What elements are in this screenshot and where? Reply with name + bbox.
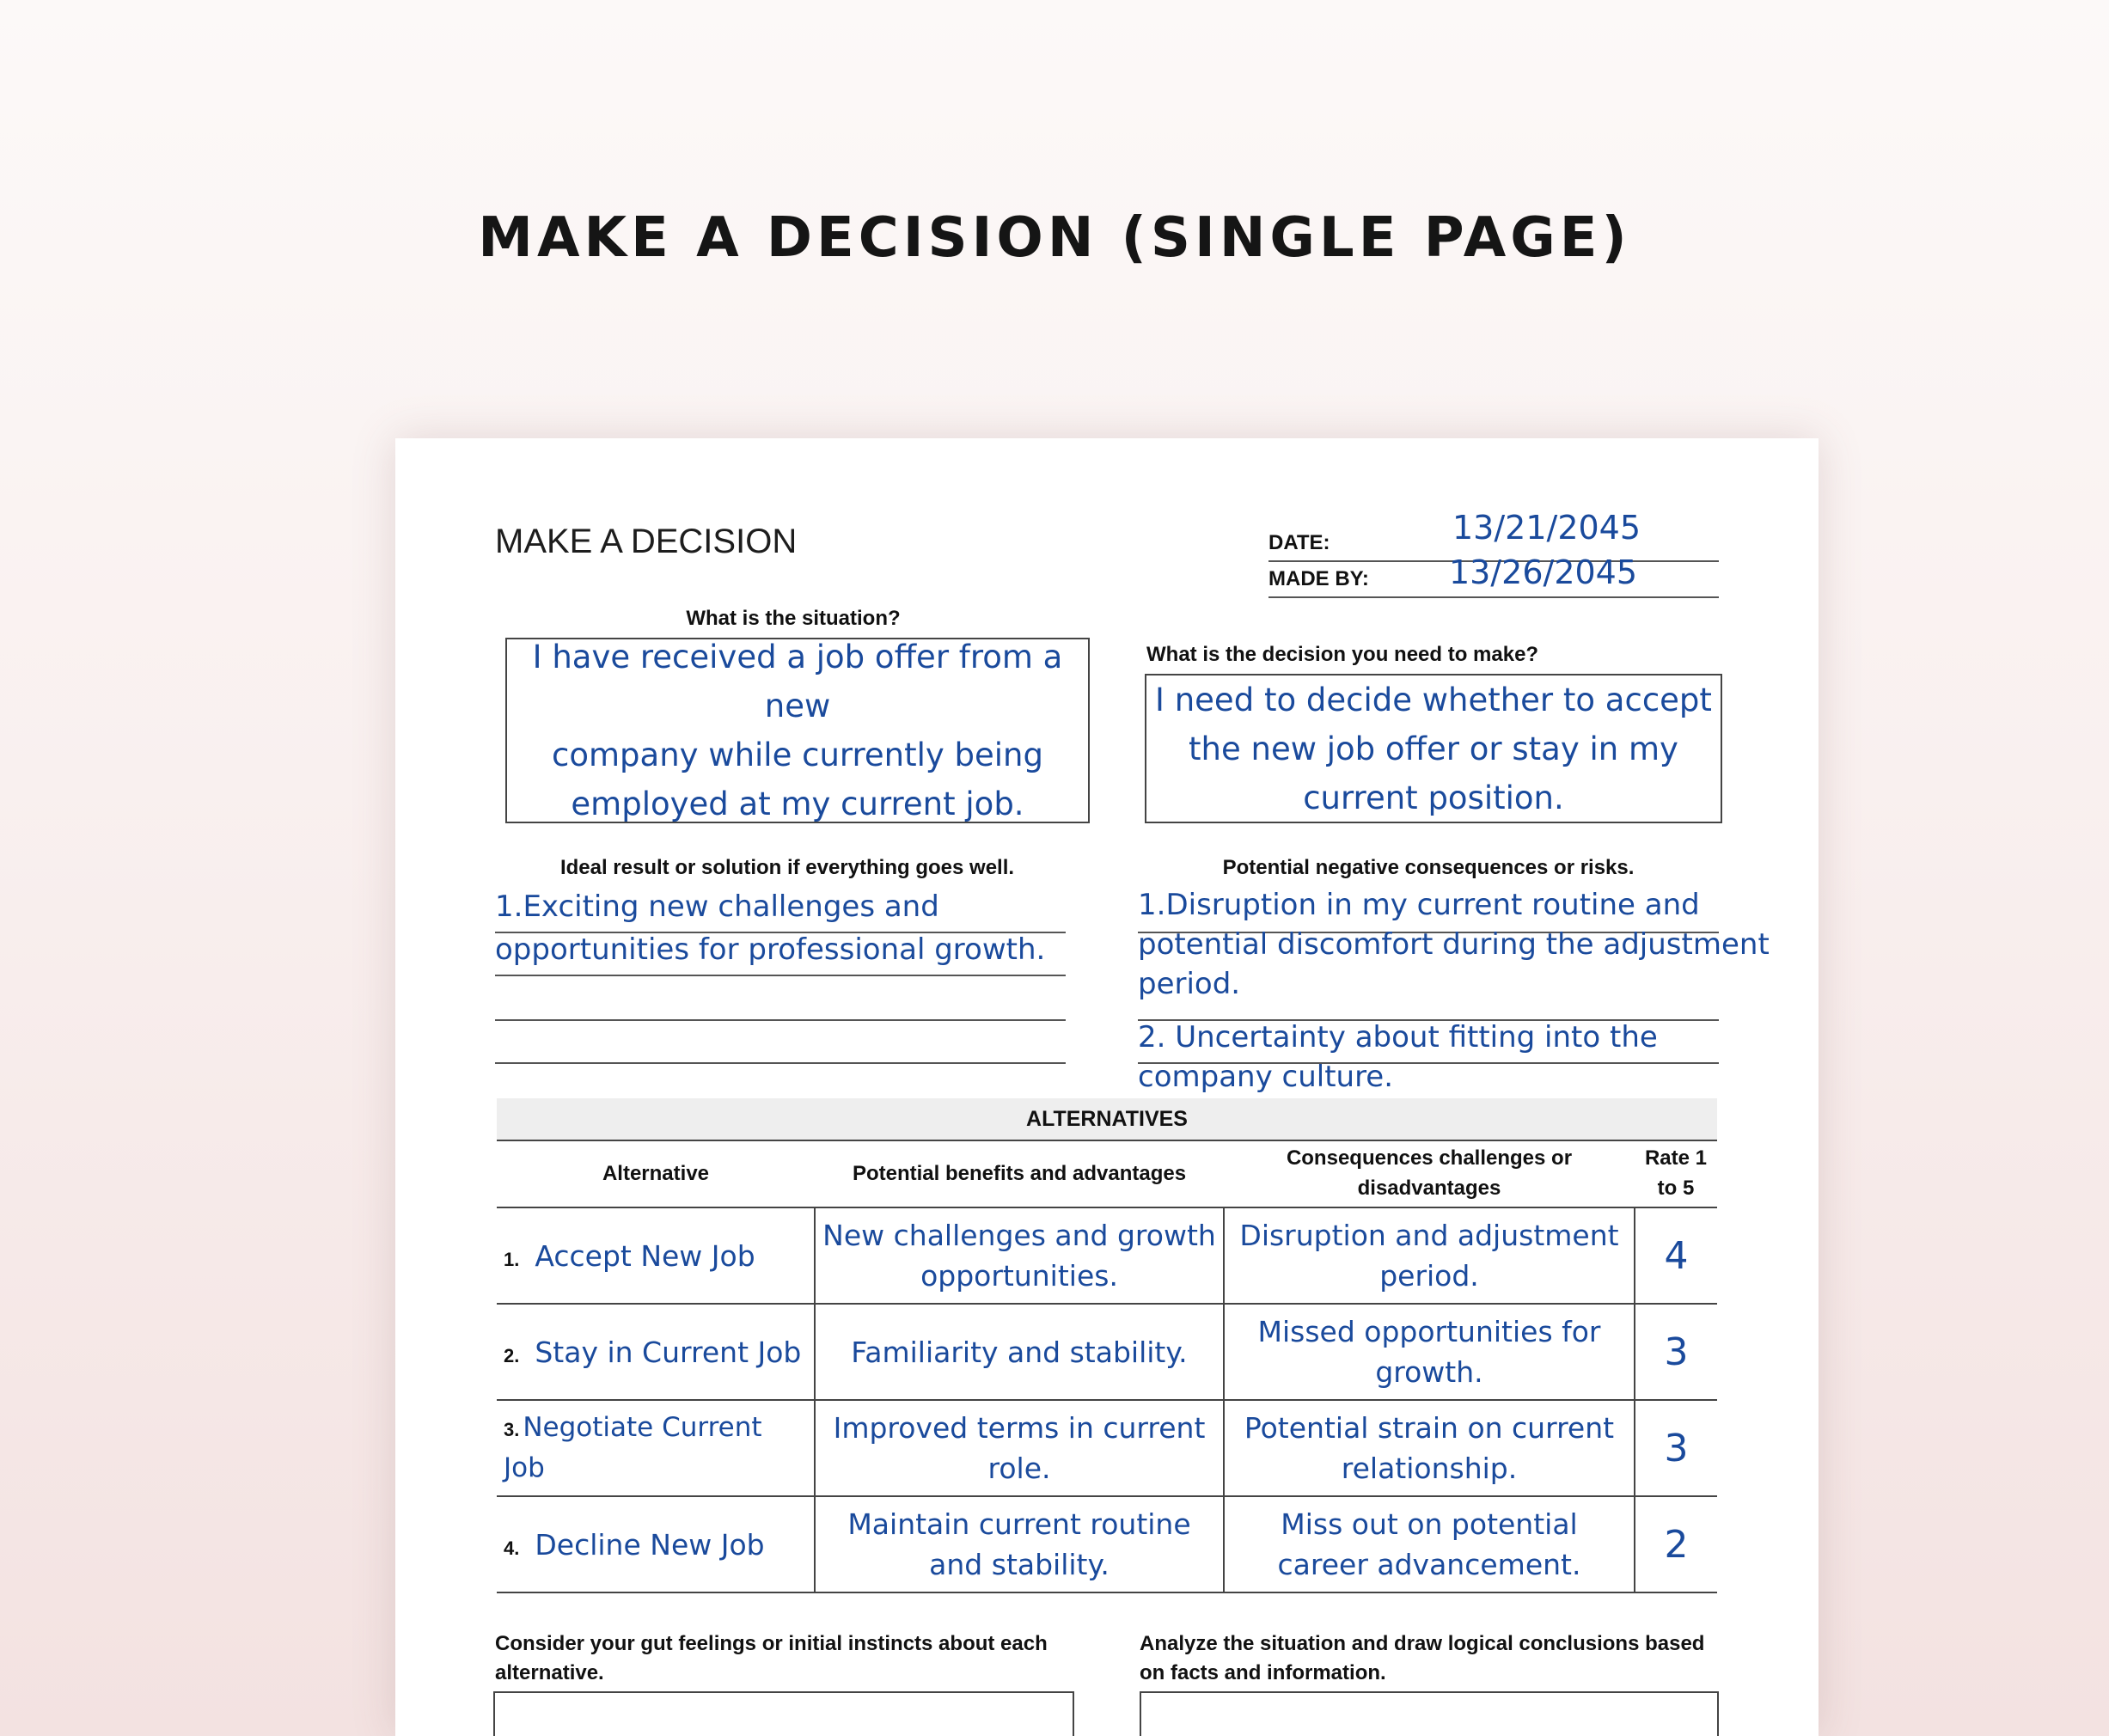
- alternatives-header: ALTERNATIVES: [497, 1098, 1717, 1141]
- risks-line-4: 2. Uncertainty about fitting into the: [1138, 1020, 1658, 1054]
- col-consequences: Consequences challenges or disadvantages: [1224, 1140, 1635, 1207]
- table-row: [497, 1496, 1717, 1592]
- situation-box[interactable]: [505, 638, 1090, 823]
- ideal-label: Ideal result or solution if everything goes well.: [559, 856, 1015, 879]
- made-by-line: [1268, 596, 1719, 598]
- benefits-cell[interactable]: Improved terms in current role.: [815, 1400, 1224, 1496]
- rate-cell[interactable]: 2: [1635, 1496, 1717, 1592]
- logic-label: Analyze the situation and draw logical conclusions based on facts and information.: [1140, 1632, 1705, 1684]
- alternative-cell[interactable]: 2. Stay in Current Job: [497, 1304, 815, 1400]
- risks-line-2: potential discomfort during the adjustment: [1138, 927, 1770, 962]
- page-title: MAKE A DECISION (SINGLE PAGE): [478, 206, 1631, 270]
- risks-label: Potential negative consequences or risks.: [1222, 856, 1635, 879]
- situation-label: What is the situation?: [686, 607, 901, 630]
- col-rate: Rate 1 to 5: [1635, 1140, 1717, 1207]
- benefits-cell[interactable]: Maintain current routine and stability.: [815, 1496, 1224, 1592]
- risks-line-5: company culture.: [1138, 1060, 1394, 1094]
- risks-line-3: period.: [1138, 967, 1241, 1001]
- table-row: [497, 1400, 1717, 1496]
- rate-cell[interactable]: 3: [1635, 1400, 1717, 1496]
- alternative-cell[interactable]: 1. Accept New Job: [497, 1207, 815, 1304]
- consequences-cell[interactable]: Missed opportunities for growth.: [1224, 1304, 1635, 1400]
- table-header-row: [497, 1140, 1717, 1207]
- col-alternative: Alternative: [497, 1140, 815, 1207]
- table-row: [497, 1304, 1717, 1400]
- consequences-cell[interactable]: Disruption and adjustment period.: [1224, 1207, 1635, 1304]
- date-value[interactable]: 13/21/2045: [1452, 509, 1641, 547]
- made-by-value[interactable]: 13/26/2045: [1449, 553, 1638, 591]
- date-label: DATE:: [1268, 531, 1330, 554]
- decision-label: What is the decision you need to make?: [1146, 643, 1539, 666]
- gut-feelings-box[interactable]: [493, 1691, 1074, 1736]
- rate-cell[interactable]: 4: [1635, 1207, 1717, 1304]
- col-benefits: Potential benefits and advantages: [815, 1140, 1224, 1207]
- made-by-label: MADE BY:: [1268, 567, 1369, 590]
- ideal-line-1: 1.Exciting new challenges and: [495, 889, 939, 924]
- alternatives-table: [497, 1140, 1717, 1593]
- gut-feelings-label: Consider your gut feelings or initial instincts about each alternative.: [495, 1632, 1048, 1684]
- benefits-cell[interactable]: Familiarity and stability.: [815, 1304, 1224, 1400]
- ideal-line-2: opportunities for professional growth.: [495, 932, 1046, 967]
- risks-line-1: 1.Disruption in my current routine and: [1138, 888, 1700, 922]
- situation-text: I have received a job offer from a new company while currently being employed at my current job.: [532, 639, 1063, 822]
- table-row: [497, 1207, 1717, 1304]
- logic-box[interactable]: [1140, 1691, 1719, 1736]
- decision-box[interactable]: [1145, 674, 1722, 823]
- consequences-cell[interactable]: Potential strain on current relationship.: [1224, 1400, 1635, 1496]
- alternative-cell[interactable]: 3. Negotiate Current Job: [497, 1400, 815, 1496]
- consequences-cell[interactable]: Miss out on potential career advancement.: [1224, 1496, 1635, 1592]
- decision-text: I need to decide whether to accept the new job offer or stay in my current position.: [1155, 681, 1712, 816]
- rate-cell[interactable]: 3: [1635, 1304, 1717, 1400]
- sheet-title: MAKE A DECISION: [495, 523, 798, 560]
- alternative-cell[interactable]: 4. Decline New Job: [497, 1496, 815, 1592]
- benefits-cell[interactable]: New challenges and growth opportunities.: [815, 1207, 1224, 1304]
- decision-worksheet: [395, 438, 1819, 1736]
